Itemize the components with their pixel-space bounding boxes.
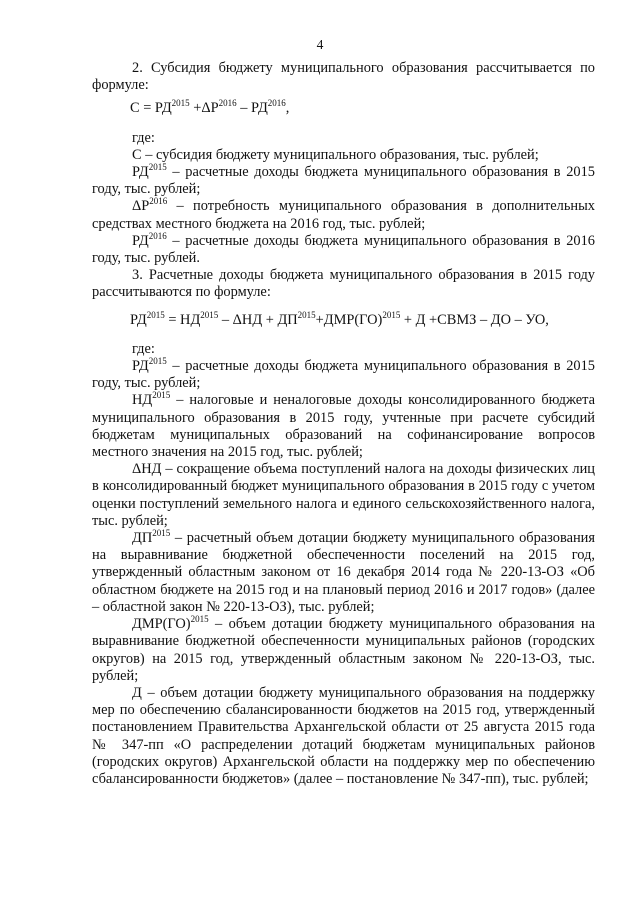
definition-rd2016 [92, 230, 595, 267]
term-sup: 2016 [148, 230, 167, 241]
definition-d: Д – объем дотации бюджету муниципального образования на поддержку мер по обеспечению сбалансированности бюджетов на 2015 год, утвержденный постановлением Правительства Архангельской области от 25 августа 2015 года № 347-пп «О распределении дотаций бюджетам муниципальных районов (городских округов) Архангельской области на поддержку мер по обеспечению сбалансированности бюджетов» (далее – постановление № 347-пп), тыс. рублей; [92, 684, 595, 787]
formula-part: – РД [236, 100, 268, 117]
formula-income [92, 309, 595, 329]
where-label: где: [132, 129, 155, 146]
formula-sup: 2015 [297, 309, 316, 320]
definition-text: – расчетный объем дотации бюджету муниципального образования на выравнивание бюджетной обеспеченности поселений на 2015 год, утвержденный областным законом от 16 декабря 2014 года № 220-13-ОЗ «Об областном бюджете на 2015 год и на плановый период 2016 и 2017 годов» (далее – областной закон № 220-13-ОЗ), тыс. рублей; [92, 530, 595, 615]
term-sup: 2015 [152, 528, 171, 539]
formula-part: + Д +СВМЗ – ДО – УО, [400, 311, 549, 328]
term: РД [132, 232, 149, 249]
page-number: 4 [316, 37, 324, 52]
formula-part: РД [130, 311, 147, 328]
term-sup: 2015 [148, 356, 167, 367]
term-sup: 2016 [149, 196, 168, 207]
definition-dmr [92, 616, 595, 685]
definition-dp2015 [92, 530, 595, 616]
term: ДМР(ГО) [132, 616, 191, 633]
definition-text: – расчетные доходы бюджета муниципального образования в 2015 году, тыс. рублей; [92, 164, 595, 198]
term: ДП [132, 530, 153, 547]
formula-part: +ΔР [189, 100, 219, 117]
formula-sup: 2016 [218, 98, 237, 109]
formula-sup: 2015 [146, 309, 165, 320]
paragraph-income-formula-intro: 3. Расчетные доходы бюджета муниципального образования в 2015 году рассчитываются по формуле: [92, 267, 595, 301]
definition-text: – налоговые и неналоговые доходы консолидированного бюджета муниципального образования в 2015 году, учтенные при расчете субсидий бюджетам муниципальных образований на софинансирование вопросов местного значения на 2015 год, тыс. рублей; [92, 392, 595, 461]
term: РД [132, 358, 149, 375]
definition-text: – расчетные доходы бюджета муниципального образования в 2015 году, тыс. рублей; [92, 358, 595, 392]
definition-text: – потребность муниципального образования в дополнительных средствах местного бюджета на 2016 год, тыс. рублей; [92, 198, 595, 232]
definition-c: С – субсидия бюджету муниципального образования, тыс. рублей; [132, 146, 539, 163]
term: НД [132, 392, 153, 409]
definition-rd2015 [92, 164, 595, 198]
where-label: где: [132, 340, 155, 357]
definition-dnd: ΔНД – сокращение объема поступлений налога на доходы физических лиц в консолидированный бюджет муниципального образования в 2015 году с учетом оценки поступлений земельного налога и единого сельскохозяйственного налога, тыс. рублей; [92, 461, 595, 529]
formula-sup: 2016 [267, 98, 286, 109]
formula-part: , [285, 100, 290, 117]
formula-part: С = РД [130, 100, 172, 117]
term-sup: 2015 [152, 390, 171, 401]
definition-nd2015 [92, 392, 595, 461]
definition-text: – расчетные доходы бюджета муниципального образования в 2016 году, тыс. рублей. [92, 232, 595, 267]
formula-subsidy [92, 100, 595, 117]
formula-part: = НД [164, 311, 201, 328]
document-body [92, 60, 595, 788]
definition-rd2015-second [92, 358, 595, 392]
term: ΔР [132, 198, 150, 215]
definition-text: – объем дотации бюджету муниципального образования на выравнивание бюджетной обеспеченности муниципальных районов (городских округов) на 2015 год, утвержденный областным законом № 220-13-ОЗ, тыс. рублей; [92, 616, 595, 684]
definition-dp2016 [92, 198, 595, 232]
term: РД [132, 164, 149, 181]
formula-sup: 2015 [382, 309, 401, 320]
formula-sup: 2015 [200, 309, 219, 320]
formula-part: – ΔНД + ДП [218, 311, 298, 328]
term-sup: 2015 [190, 614, 209, 625]
term-sup: 2015 [148, 162, 167, 173]
paragraph-subsidy-formula-intro: 2. Субсидия бюджету муниципального образования рассчитывается по формуле: [92, 60, 595, 94]
formula-sup: 2015 [171, 98, 190, 109]
formula-part: +ДМР(ГО) [315, 311, 383, 328]
